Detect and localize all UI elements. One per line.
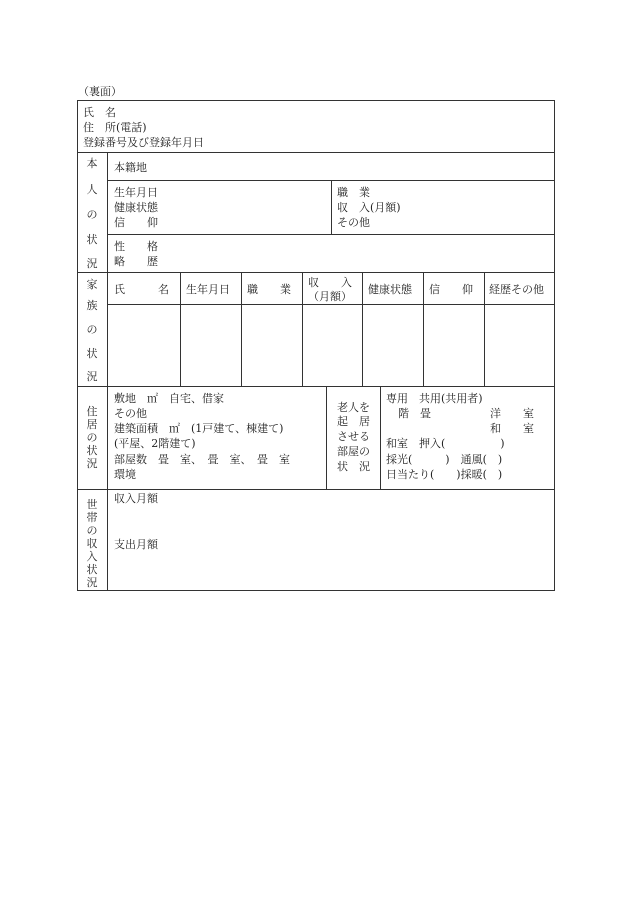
- section-char: 入: [86, 550, 98, 563]
- col-header-name: 氏 名: [114, 283, 169, 296]
- birth-label: 生年月日: [114, 186, 158, 199]
- section-char: 況: [86, 370, 98, 383]
- col-header-history: 経歴その他: [489, 283, 544, 296]
- section-char: 況: [86, 257, 98, 270]
- room-label-line: 起 居: [337, 415, 370, 428]
- divider: [484, 272, 485, 386]
- other-label: その他: [337, 216, 370, 229]
- character-label: 性 格: [114, 240, 158, 253]
- col-header-income-sub: （月額）: [308, 290, 352, 303]
- housing-line: (平屋、2階建て): [114, 437, 196, 450]
- income-label: 収 入(月額): [337, 201, 401, 214]
- section-char: 住: [86, 405, 98, 418]
- divider: [326, 386, 327, 489]
- section-char: 本: [86, 157, 98, 170]
- divider: [77, 386, 555, 387]
- divider: [77, 152, 555, 153]
- honseki-label: 本籍地: [114, 161, 147, 174]
- section-char: 状: [86, 444, 98, 457]
- col-header-income: 収 入: [308, 276, 352, 289]
- room-sun-heat: 日当たり( )採暖( ): [386, 468, 503, 481]
- divider: [302, 272, 303, 386]
- divider: [241, 272, 242, 386]
- health-label: 健康状態: [114, 201, 158, 214]
- room-western: 洋 室: [490, 407, 534, 420]
- registration-label: 登録番号及び登録年月日: [83, 136, 204, 149]
- housing-line: 環境: [114, 468, 136, 481]
- room-label-line: 状 況: [337, 460, 370, 473]
- section-char: 家: [86, 278, 98, 291]
- divider: [380, 386, 381, 489]
- section-char: 収: [86, 537, 98, 550]
- room-japanese: 和 室: [490, 422, 534, 435]
- housing-line: 部屋数 畳 室、 畳 室、 畳 室: [114, 453, 290, 466]
- section-char: 状: [86, 347, 98, 360]
- room-label-line: 部屋の: [337, 445, 370, 458]
- faith-label: 信 仰: [114, 216, 158, 229]
- section-char: 状: [86, 233, 98, 246]
- room-closet: 和室 押入( ): [386, 437, 505, 450]
- job-label: 職 業: [337, 186, 370, 199]
- room-tatami: 階 畳: [398, 407, 431, 420]
- section-char: 人: [86, 183, 98, 196]
- expense-monthly-label: 支出月額: [114, 538, 158, 551]
- col-header-faith: 信 仰: [429, 283, 473, 296]
- divider: [362, 272, 363, 386]
- col-header-job: 職 業: [247, 283, 291, 296]
- col-header-birth: 生年月日: [186, 283, 230, 296]
- divider: [180, 272, 181, 386]
- side-label: （裏面）: [78, 85, 122, 98]
- housing-line: 建築面積 ㎡ (1戸建て、棟建て): [114, 422, 284, 435]
- divider: [77, 489, 555, 490]
- section-char: 世: [86, 498, 98, 511]
- label-column-divider: [107, 152, 108, 591]
- section-char: 族: [86, 299, 98, 312]
- section-char: 況: [86, 576, 98, 589]
- section-char: の: [86, 208, 98, 221]
- history-label: 略 歴: [114, 255, 158, 268]
- section-char: の: [86, 524, 98, 537]
- room-light-air: 採光( ) 通風( ): [386, 453, 503, 466]
- divider: [423, 272, 424, 386]
- room-label-line: 老人を: [337, 401, 370, 414]
- section-char: 状: [86, 563, 98, 576]
- divider: [107, 304, 555, 305]
- housing-line: その他: [114, 407, 147, 420]
- section-char: 況: [86, 457, 98, 470]
- name-label: 氏 名: [83, 106, 116, 119]
- col-header-health: 健康状態: [368, 283, 412, 296]
- section-char: の: [86, 323, 98, 336]
- housing-line: 敷地 ㎡ 自宅、借家: [114, 392, 224, 405]
- income-monthly-label: 収入月額: [114, 492, 158, 505]
- address-label: 住 所(電話): [83, 121, 147, 134]
- room-usage: 専用 共用(共用者): [386, 392, 483, 405]
- room-label-line: させる: [337, 430, 370, 443]
- divider: [331, 180, 332, 234]
- section-char: 帯: [86, 511, 98, 524]
- divider: [107, 234, 555, 235]
- section-char: 居: [86, 418, 98, 431]
- section-char: の: [86, 431, 98, 444]
